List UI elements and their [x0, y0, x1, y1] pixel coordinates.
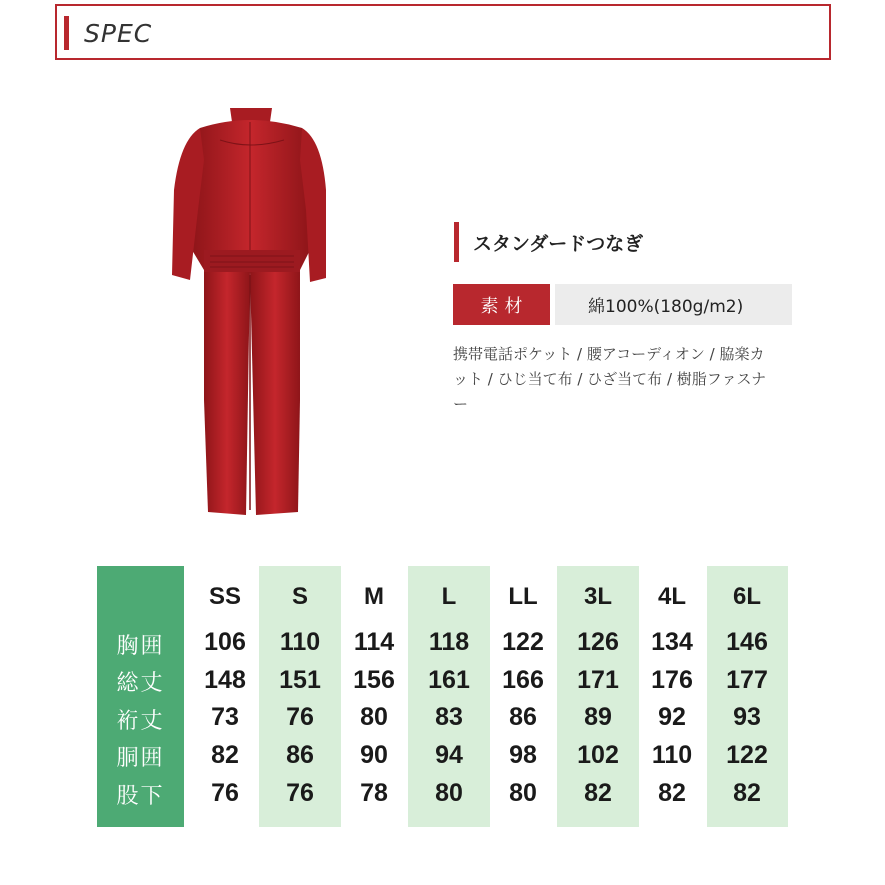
feature-line: ット / ひじ当て布 / ひざ当て布 / 樹脂ファスナ	[453, 370, 767, 388]
table-cell: 106	[204, 628, 246, 656]
table-cell: 93	[733, 703, 761, 731]
table-cell: 94	[435, 741, 463, 769]
size-header: 6L	[732, 583, 761, 610]
table-cell: 73	[211, 703, 239, 731]
table-cell: 98	[509, 741, 537, 769]
size-header: LL	[508, 583, 538, 610]
row-label-waist: 胴囲	[116, 746, 165, 771]
table-cell: 86	[286, 741, 314, 769]
table-cell: 80	[435, 779, 463, 807]
row-label-chest: 胸囲	[116, 634, 165, 659]
table-cell: 177	[726, 666, 768, 694]
product-name: スタンダードつなぎ	[473, 233, 644, 255]
header-accent-bar	[64, 16, 69, 50]
feature-list	[453, 342, 798, 417]
table-cell: 146	[726, 628, 768, 656]
material-label: 素材	[453, 284, 550, 325]
row-label-sleeve: 裄丈	[116, 709, 165, 734]
table-cell: 176	[651, 666, 693, 694]
coverall-illustration-icon	[160, 100, 340, 525]
table-cell: 156	[353, 666, 395, 694]
table-cell: 134	[651, 628, 693, 656]
table-cell: 82	[584, 779, 612, 807]
table-cell: 90	[360, 741, 388, 769]
table-cell: 82	[733, 779, 761, 807]
table-cell: 82	[211, 741, 239, 769]
table-cell: 126	[577, 628, 619, 656]
feature-line: 携帯電話ポケット / 腰アコーディオン / 脇楽カ	[453, 345, 765, 363]
row-label-inseam: 股下	[116, 784, 165, 809]
table-cell: 92	[658, 703, 686, 731]
table-cell: 80	[509, 779, 537, 807]
feature-line: ー	[453, 395, 469, 413]
table-cell: 122	[726, 741, 768, 769]
spec-header	[55, 4, 831, 60]
size-header: M	[364, 583, 384, 610]
table-cell: 148	[204, 666, 246, 694]
size-header: 4L	[657, 583, 686, 610]
table-cell: 110	[651, 741, 693, 769]
table-cell: 78	[360, 779, 388, 807]
table-cell: 171	[577, 666, 619, 694]
table-cell: 110	[279, 628, 321, 656]
table-cell: 122	[502, 628, 544, 656]
table-cell: 166	[502, 666, 544, 694]
table-cell: 102	[577, 741, 619, 769]
size-header: SS	[208, 583, 241, 610]
header-title: SPEC	[84, 19, 153, 48]
table-cell: 76	[211, 779, 239, 807]
table-cell: 82	[658, 779, 686, 807]
row-label-total-length: 総丈	[116, 671, 165, 696]
table-cell: 80	[360, 703, 388, 731]
table-cell: 76	[286, 703, 314, 731]
table-cell: 89	[584, 703, 612, 731]
table-cell: 76	[286, 779, 314, 807]
size-header: S	[291, 583, 308, 610]
table-cell: 151	[279, 666, 321, 694]
material-value: 綿100%(180g/m2)	[555, 284, 792, 325]
size-header: 3L	[583, 583, 612, 610]
size-header: L	[441, 583, 457, 610]
table-cell: 86	[509, 703, 537, 731]
table-cell: 118	[428, 628, 470, 656]
table-cell: 114	[353, 628, 395, 656]
table-cell: 161	[428, 666, 470, 694]
table-cell: 83	[435, 703, 463, 731]
product-accent-bar	[454, 222, 459, 262]
